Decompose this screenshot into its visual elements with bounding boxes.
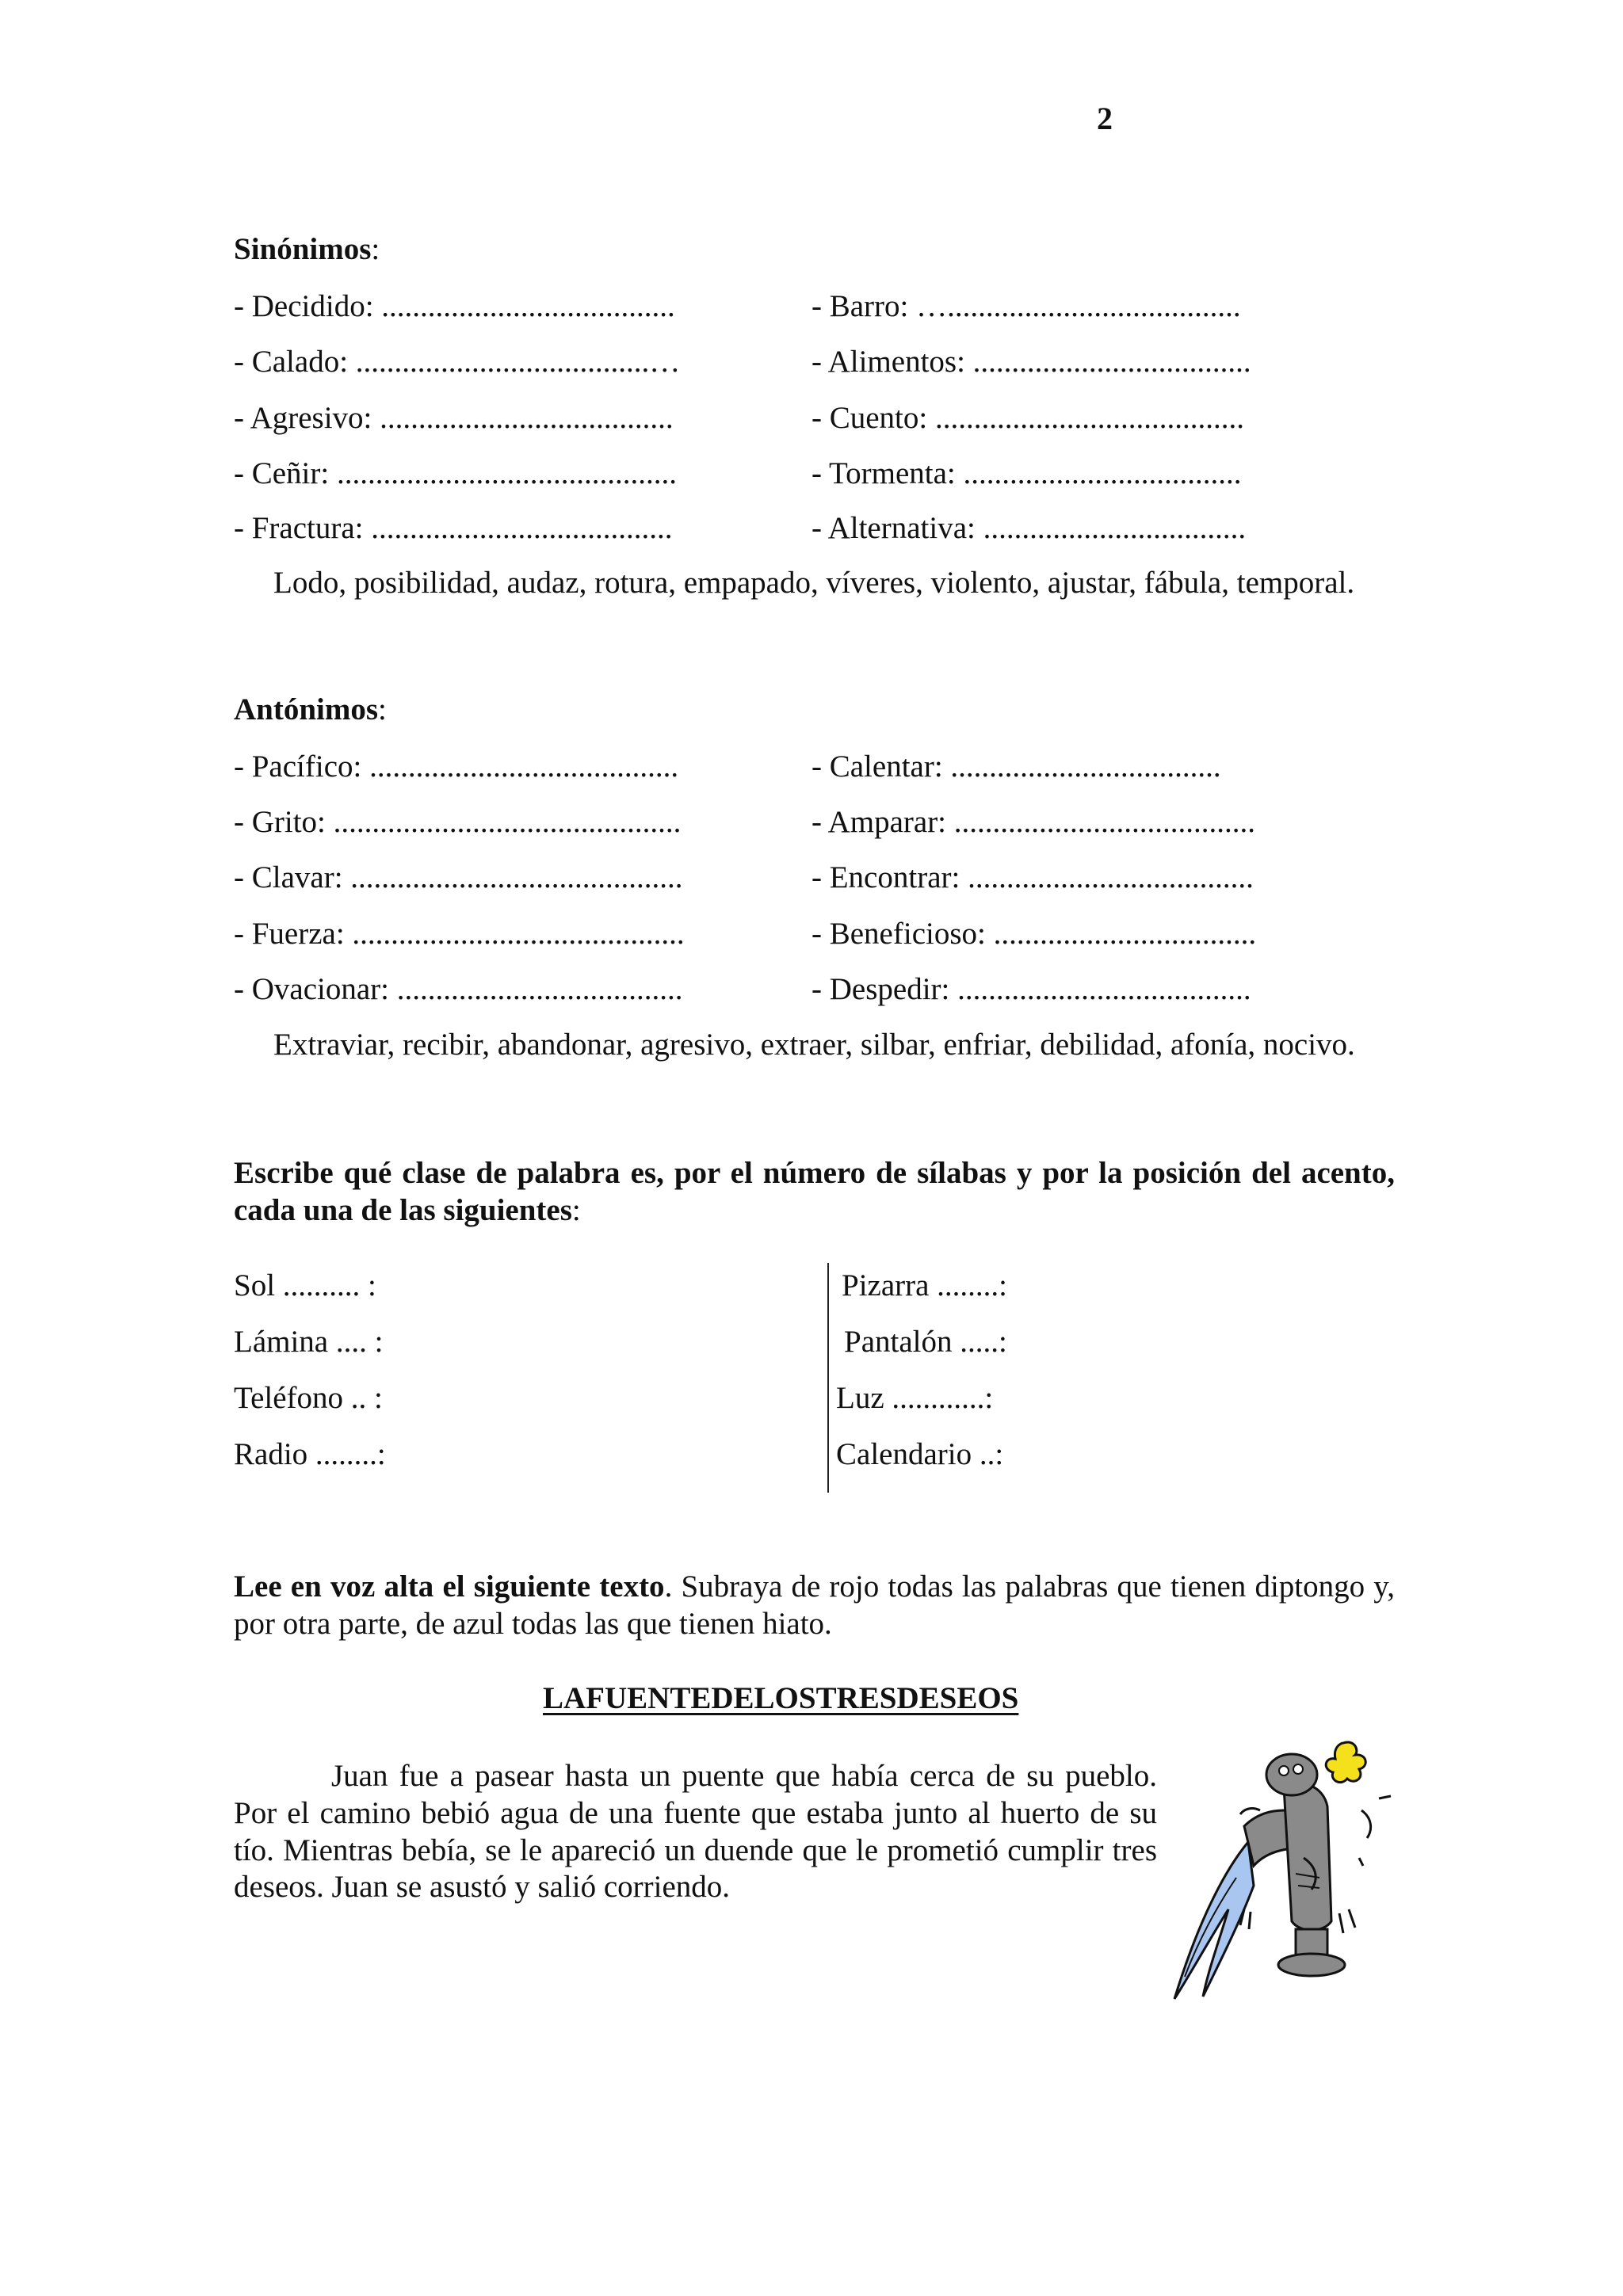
antonyms-word-bank: Extraviar, recibir, abandonar, agresivo, extraer, silbar, enfriar, debilidad, afonía, nocivo. [273,1028,1355,1062]
synonym-right-1: - Barro: …...................................... [812,289,1241,323]
synonym-right-4: - Tormenta: .................................... [812,456,1242,490]
antonym-left-5: - Ovacionar: ..................................... [234,972,683,1006]
synonyms-heading-colon: : [371,232,380,266]
classify-left-1: Sol .......... : [234,1268,376,1302]
antonym-right-5: - Despedir: ...................................... [812,972,1251,1006]
classify-instruction-tail: : [571,1192,581,1227]
synonym-left-4: - Ceñir: ............................................ [234,456,677,490]
antonym-left-4: - Fuerza: ........................................... [234,917,685,951]
synonym-left-2: - Calado: ......................................… [234,345,681,379]
classify-column-divider [827,1263,829,1493]
synonym-left-1: - Decidido: ...................................... [234,289,675,323]
antonyms-heading-colon: : [378,692,387,727]
reading-instruction-bold: Lee en voz alta el siguiente texto [234,1569,665,1604]
classify-left-4: Radio ........: [234,1437,386,1471]
page-number: 2 [1097,101,1113,136]
antonym-right-3: - Encontrar: ..................................... [812,860,1254,894]
reading-instruction [234,1569,1395,1643]
story-title: LAFUENTEDELOSTRESDESEOS [543,1681,1019,1715]
classify-right-3: Luz ............: [836,1381,994,1415]
synonym-left-5: - Fractura: ....................................... [234,511,673,545]
story-paragraph-text: Juan fue a pasear hasta un puente que había cerca de su pueblo. Por el camino bebió agua de una fuente que estaba junto al huerto de su tío. Mientras bebía, se le apareció un duende que le prometió cumplir tres deseos. Juan se asustó y salió corriendo. [234,1759,1157,1905]
antonym-left-1: - Pacífico: ........................................ [234,749,679,784]
classify-left-2: Lámina .... : [234,1325,384,1359]
synonym-left-3: - Agresivo: ...................................... [234,401,674,435]
classify-instruction [234,1155,1395,1230]
antonym-left-3: - Clavar: ........................................... [234,860,683,894]
antonyms-heading-text: Antónimos [234,692,379,727]
synonyms-heading-text: Sinónimos [234,232,372,266]
antonym-right-4: - Beneficioso: .................................. [812,917,1257,951]
antonym-left-2: - Grito: ............................................. [234,805,682,839]
synonym-right-5: - Alternativa: .................................. [812,511,1247,545]
reading-instruction-rest: . Subraya de rojo todas las palabras que tienen diptongo y, por otra parte, de azul todas las que tienen hiato. [234,1569,1396,1641]
classify-left-3: Teléfono .. : [234,1381,383,1415]
synonyms-heading [234,231,380,269]
classify-right-1: Pizarra ........: [842,1268,1008,1302]
synonym-right-2: - Alimentos: .................................... [812,345,1251,379]
classify-instruction-bold: Escribe qué clase de palabra es, por el número de sílabas y por la posición del acento, cada una de las siguientes [234,1156,1395,1227]
fountain-cartoon-icon [1165,1739,1434,2008]
story-paragraph [234,1758,1157,1906]
antonym-right-2: - Amparar: ....................................... [812,805,1256,839]
synonym-right-3: - Cuento: ........................................ [812,401,1244,435]
antonym-right-1: - Calentar: ................................... [812,749,1221,784]
antonyms-heading [234,692,387,729]
classify-right-4: Calendario ..: [836,1437,1004,1471]
synonyms-word-bank: Lodo, posibilidad, audaz, rotura, empapado, víveres, violento, ajustar, fábula, temporal. [273,566,1355,600]
classify-right-2: Pantalón .....: [844,1325,1007,1359]
